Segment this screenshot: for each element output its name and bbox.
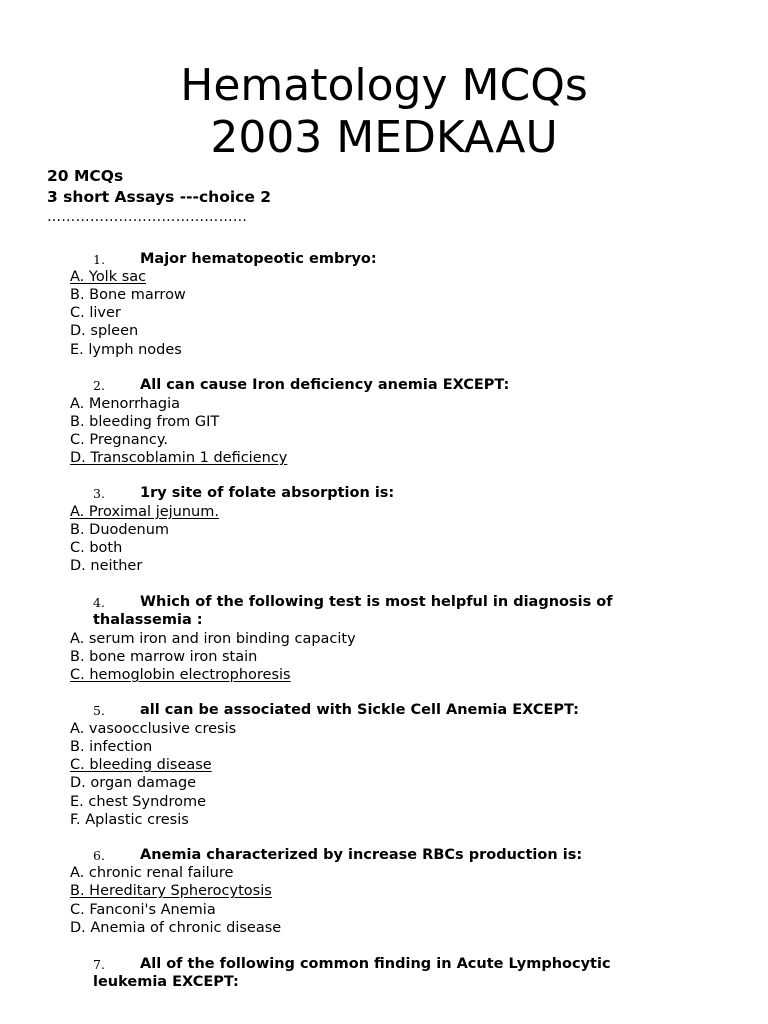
option: D. neither (70, 558, 143, 574)
option-correct: B. Hereditary Spherocytosis (70, 883, 272, 899)
exam-info-mcq-count: 20 MCQs (47, 167, 124, 185)
exam-info-short-assays: 3 short Assays ---choice 2 (47, 188, 272, 206)
question-text: All of the following common finding in Acute Lymphocytic (140, 956, 611, 972)
option: A. serum iron and iron binding capacity (70, 631, 356, 647)
option-correct: C. hemoglobin electrophoresis (70, 667, 291, 683)
question-text: Major hematopeotic embryo: (140, 251, 377, 267)
page-title-line-2: 2003 MEDKAAU (210, 112, 558, 163)
question-number: 3. (93, 486, 105, 501)
option: A. chronic renal failure (70, 865, 234, 881)
question-number: 5. (93, 703, 105, 718)
option: D. organ damage (70, 775, 197, 791)
option-correct: A. Proximal jejunum. (70, 504, 219, 520)
option: D. Anemia of chronic disease (70, 920, 282, 936)
question-text: Which of the following test is most helpful in diagnosis of (140, 594, 613, 610)
question-text: All can cause Iron deficiency anemia EXCEPT: (140, 377, 510, 393)
option: B. infection (70, 739, 153, 755)
question-text: Anemia characterized by increase RBCs production is: (140, 847, 583, 863)
dotted-separator: …………………………………… (47, 209, 248, 225)
question-number: 6. (93, 848, 105, 863)
page-title-line-1: Hematology MCQs (180, 60, 588, 111)
option-correct: C. bleeding disease (70, 757, 212, 773)
option: A. Menorrhagia (70, 396, 180, 412)
option-correct: D. Transcoblamin 1 deficiency (70, 450, 288, 466)
question-text: 1ry site of folate absorption is: (140, 485, 395, 501)
option: B. Bone marrow (70, 287, 186, 303)
option: E. chest Syndrome (70, 794, 207, 810)
option: F. Aplastic cresis (70, 812, 189, 828)
question-text-continued: thalassemia : (93, 612, 203, 628)
option: B. Duodenum (70, 522, 170, 538)
question-number: 4. (93, 595, 105, 610)
option: C. Fanconi's Anemia (70, 902, 216, 918)
option-correct: A. Yolk sac (70, 269, 147, 285)
option: C. Pregnancy. (70, 432, 168, 448)
question-number: 1. (93, 252, 105, 267)
question-number: 2. (93, 378, 105, 393)
question-text-continued: leukemia EXCEPT: (93, 974, 239, 990)
question-number: 7. (93, 957, 105, 972)
option: E. lymph nodes (70, 342, 182, 358)
option: B. bone marrow iron stain (70, 649, 258, 665)
option: D. spleen (70, 323, 139, 339)
option: C. liver (70, 305, 121, 321)
option: B. bleeding from GIT (70, 414, 220, 430)
question-text: all can be associated with Sickle Cell Anemia EXCEPT: (140, 702, 579, 718)
option: C. both (70, 540, 123, 556)
option: A. vasoocclusive cresis (70, 721, 237, 737)
